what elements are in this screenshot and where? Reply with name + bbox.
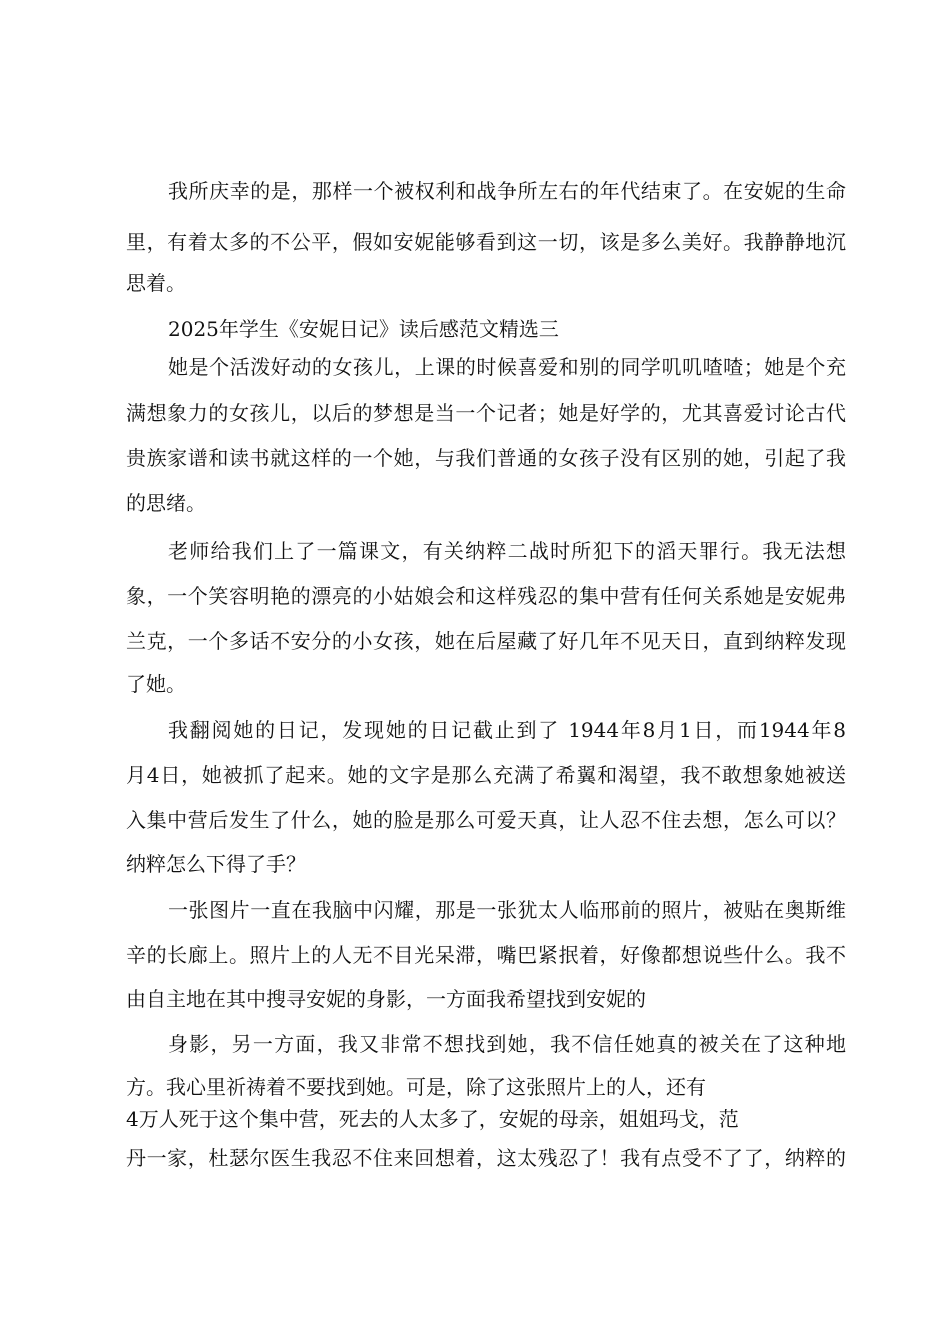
paragraph-line: 方。我心里祈祷着不要找到她。可是，除了这张照片上的人，还有 [126,1075,706,1099]
paragraph-line: 由自主地在其中搜寻安妮的身影，一方面我希望找到安妮的 [126,987,646,1011]
paragraph-line: 满想象力的女孩儿，以后的梦想是当一个记者；她是好学的，尤其喜爱讨论古代 [126,401,846,425]
paragraph-line: 辛的长廊上。照片上的人无不目光呆滞，嘴巴紧抿着，好像都想说些什么。我不 [126,943,846,967]
paragraph-line: 月4日，她被抓了起来。她的文字是那么充满了希翼和渴望，我不敢想象她被送 [126,763,846,787]
paragraph-line: 丹一家，杜瑟尔医生我忍不住来回想着，这太残忍了！我有点受不了了，纳粹的 [126,1146,846,1170]
paragraph-line: 纳粹怎么下得了手？ [126,852,306,876]
paragraph-line: 象，一个笑容明艳的漂亮的小姑娘会和这样残忍的集中营有任何关系她是安妮弗 [126,584,846,608]
paragraph-line: 兰克，一个多话不安分的小女孩，她在后屋藏了好几年不见天日，直到纳粹发现 [126,629,846,653]
paragraph-line: 4万人死于这个集中营，死去的人太多了，安妮的母亲，姐姐玛戈，范 [126,1107,739,1131]
paragraph-line: 我所庆幸的是，那样一个被权利和战争所左右的年代结束了。在安妮的生命 [168,179,846,203]
paragraph-line: 了她。 [126,672,186,696]
paragraph-line: 她是个活泼好动的女孩儿，上课的时候喜爱和别的同学叽叽喳喳；她是个充 [168,355,846,379]
paragraph-line: 一张图片一直在我脑中闪耀，那是一张犹太人临邢前的照片，被贴在奥斯维 [168,898,846,922]
paragraph-line: 身影，另一方面，我又非常不想找到她，我不信任她真的被关在了这种地 [168,1032,846,1056]
paragraph-line: 思着。 [126,271,186,295]
paragraph-line: 的思绪。 [126,491,206,515]
paragraph-line: 我翻阅她的日记，发现她的日记截止到了 1944年8月1日，而1944年8 [168,718,846,742]
section-heading: 2025年学生《安妮日记》读后感范文精选三 [168,317,559,341]
paragraph-line: 老师给我们上了一篇课文，有关纳粹二战时所犯下的滔天罪行。我无法想 [168,539,846,563]
paragraph-line: 入集中营后发生了什么，她的脸是那么可爱天真，让人忍不住去想，怎么可以？ [126,808,846,832]
paragraph-line: 里，有着太多的不公平，假如安妮能够看到这一切，该是多么美好。我静静地沉 [126,230,846,254]
paragraph-line: 贵族家谱和读书就这样的一个她，与我们普通的女孩子没有区别的她，引起了我 [126,446,846,470]
